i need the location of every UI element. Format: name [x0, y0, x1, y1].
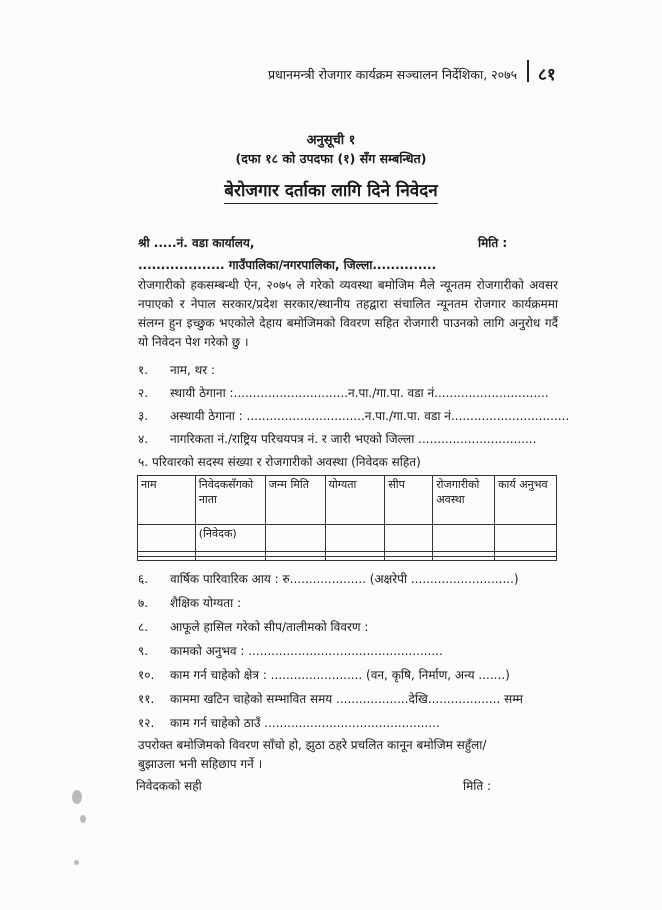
field-label: काममा खटिन चाहेको सम्भावित समय ...................देखि................... सम्म — [170, 692, 523, 706]
table-cell-relation[interactable]: (निवेदक) — [195, 525, 265, 552]
table-cell[interactable] — [325, 556, 385, 561]
field-label: स्थायी ठेगाना :..............................न.पा./गा.पा. वडा नं.............................. — [170, 386, 549, 400]
intro-paragraph: रोजगारीको हकसम्बन्धी ऐन, २०७५ ले गरेको व्यवस्था बमोजिम मैले न्यूनतम रोजगारीको अवसर नपाएको र नेपाल सरकार/प्रदेश सरकार/स्थानीय तहद्वारा संचालित न्यूनतम रोजगार कार्यक्रममा संलग्न हुन इच्छुक भएकोले देहाय बमोजिमको विवरण सहित रोजगारी पाउनको लागि अनुरोध गर्दै यो निवेदन पेश गरेको छु । — [138, 278, 558, 349]
field-label: काम गर्न चाहेको ठाउँ .............................................. — [170, 716, 440, 730]
scan-speck — [80, 815, 86, 823]
field-number: ७. — [138, 596, 149, 610]
table-cell[interactable] — [138, 525, 196, 552]
table-cell[interactable] — [265, 525, 325, 552]
field-number: ६. — [138, 572, 149, 586]
form-title-text: बेरोजगार दर्ताका लागि दिने निवेदन — [224, 181, 437, 204]
table-cell[interactable] — [495, 525, 557, 552]
col-header-name: नाम — [138, 476, 196, 525]
col-header-dob: जन्म मिति — [265, 476, 325, 525]
field-label: काम गर्न चाहेको क्षेत्र : ........................ (वन, कृषि, निर्माण, अन्य .......) — [170, 668, 510, 682]
field-number: ११. — [138, 692, 155, 706]
table-cell[interactable] — [325, 525, 385, 552]
col-header-employment: रोजगारीको अवस्था — [433, 476, 495, 525]
field-label: परिवारको सदस्य संख्या र रोजगारीको अवस्था (निवेदक सहित) — [152, 455, 421, 469]
running-header: प्रधानमन्त्री रोजगार कार्यक्रम सञ्चालन निर्देशिका, २०७५ — [268, 67, 518, 82]
col-header-skill: सीप — [385, 476, 433, 525]
table-cell[interactable] — [195, 556, 265, 561]
table-cell[interactable] — [385, 556, 433, 561]
col-header-experience: कार्य अनुभव — [495, 476, 557, 525]
section-reference: (दफा १८ को उपदफा (१) सँग सम्बन्धित) — [235, 151, 427, 166]
field-label: वार्षिक पारिवारिक आय : रु.................... (अक्षरेपी ...........................) — [170, 572, 519, 586]
col-header-relation: निवेदकसँगको नाता — [195, 476, 265, 525]
table-header-row — [138, 476, 557, 525]
field-label: अस्थायी ठेगाना : ...............................न.पा./गा.पा. वडा नं............................... — [170, 409, 570, 423]
table-row — [138, 556, 557, 561]
field-number: १०. — [138, 668, 155, 682]
municipality-line: ................... गाउँपालिका/नगरपालिका, जिल्ला.............. — [138, 258, 437, 272]
field-label: नाम, थर : — [170, 363, 216, 377]
family-table — [137, 475, 557, 561]
date-label-bottom: मिति : — [463, 779, 492, 793]
field-number: १. — [138, 363, 149, 377]
addressee-line: श्री .....नं. वडा कार्यालय, — [138, 236, 255, 250]
field-label: कामको अनुभव : ................................................... — [170, 644, 443, 658]
table-cell[interactable] — [385, 525, 433, 552]
signature-label: निवेदकको सही — [136, 779, 202, 793]
scan-speck — [72, 790, 82, 804]
field-number: ९. — [138, 644, 149, 658]
field-number: ४. — [138, 432, 149, 446]
scan-speck — [74, 860, 79, 865]
table-cell[interactable] — [433, 525, 495, 552]
table-cell[interactable] — [495, 556, 557, 561]
header-divider — [527, 60, 529, 82]
table-row — [138, 525, 557, 552]
field-number: ८. — [138, 620, 149, 634]
annex-label: अनुसूची १ — [306, 133, 356, 148]
declaration: उपरोक्त बमोजिमको विवरण साँचो हो, झुठा ठहरे प्रचलित कानून बमोजिम सहुँला/बुझाउला भनी सहिछाप गर्ने । — [138, 738, 487, 771]
field-number: २. — [138, 386, 149, 400]
field-number: ३. — [138, 409, 149, 423]
field-number: १२. — [138, 716, 155, 730]
table-cell[interactable] — [265, 556, 325, 561]
form-title — [0, 178, 662, 201]
field-label: नागरिकता नं./राष्ट्रिय परिचयपत्र नं. र जारी भएको जिल्ला ............................... — [170, 432, 537, 446]
field-label: आफूले हासिल गरेको सीप/तालीमको विवरण : — [170, 620, 369, 634]
date-label-top: मिति : — [478, 236, 508, 250]
field-label: शैक्षिक योग्यता : — [170, 596, 242, 610]
field-number: ५. — [138, 455, 149, 469]
table-cell[interactable] — [138, 556, 196, 561]
page-number: ८१ — [538, 65, 556, 85]
col-header-qualification: योग्यता — [325, 476, 385, 525]
table-cell[interactable] — [433, 556, 495, 561]
